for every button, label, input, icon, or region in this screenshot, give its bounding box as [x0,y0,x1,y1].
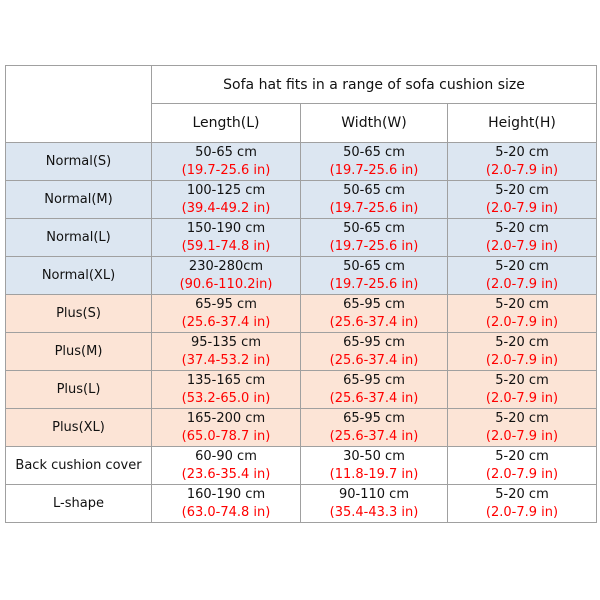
width-cell [301,143,448,181]
length-cm-value: 50-65 cm [195,144,257,160]
height-cell [448,409,597,447]
width-inch-value: (19.7-25.6 in) [329,276,419,292]
height-inch-value: (2.0-7.9 in) [485,504,559,520]
width-cm-value: 50-65 cm [343,182,405,198]
table-row [6,485,597,523]
height-inch-value: (2.0-7.9 in) [485,428,559,444]
height-cell [448,257,597,295]
size-name-cell: Normal(XL) [6,257,152,295]
length-inch-value: (65.0-78.7 in) [181,428,271,444]
width-cm-value: 65-95 cm [343,410,405,426]
length-cell [152,219,301,257]
height-cm-value: 5-20 cm [495,220,549,236]
table-row [6,143,597,181]
height-cell [448,181,597,219]
height-cm-value: 5-20 cm [495,258,549,274]
length-inch-value: (53.2-65.0 in) [181,390,271,406]
table-row [6,447,597,485]
header-length: Length(L) [152,104,301,143]
length-cell [152,485,301,523]
height-cm-value: 5-20 cm [495,486,549,502]
size-name-cell: Plus(M) [6,333,152,371]
width-cell [301,257,448,295]
width-cell [301,295,448,333]
height-cell [448,371,597,409]
height-inch-value: (2.0-7.9 in) [485,200,559,216]
table-title: Sofa hat fits in a range of sofa cushion size [152,66,597,104]
height-cell [448,219,597,257]
width-cm-value: 50-65 cm [343,258,405,274]
height-cm-value: 5-20 cm [495,334,549,350]
height-cell [448,333,597,371]
table-row [6,371,597,409]
size-name-cell: L-shape [6,485,152,523]
height-cell [448,143,597,181]
table-row [6,219,597,257]
width-cell [301,485,448,523]
length-inch-value: (25.6-37.4 in) [181,314,271,330]
width-inch-value: (35.4-43.3 in) [329,504,419,520]
table-row [6,181,597,219]
size-name-cell: Normal(L) [6,219,152,257]
height-inch-value: (2.0-7.9 in) [485,276,559,292]
width-inch-value: (25.6-37.4 in) [329,390,419,406]
length-inch-value: (59.1-74.8 in) [181,238,271,254]
size-name-cell: Plus(S) [6,295,152,333]
length-cm-value: 100-125 cm [186,182,266,198]
width-cm-value: 65-95 cm [343,334,405,350]
width-inch-value: (25.6-37.4 in) [329,352,419,368]
height-cell [448,447,597,485]
length-cm-value: 135-165 cm [186,372,266,388]
height-inch-value: (2.0-7.9 in) [485,314,559,330]
width-inch-value: (25.6-37.4 in) [329,428,419,444]
width-cm-value: 65-95 cm [343,372,405,388]
height-cm-value: 5-20 cm [495,296,549,312]
table-row [6,333,597,371]
width-cell [301,447,448,485]
width-cell [301,333,448,371]
corner-cell [6,66,152,143]
table-row [6,295,597,333]
length-inch-value: (23.6-35.4 in) [181,466,271,482]
width-inch-value: (19.7-25.6 in) [329,200,419,216]
width-inch-value: (19.7-25.6 in) [329,238,419,254]
length-cell [152,447,301,485]
size-name-cell: Normal(S) [6,143,152,181]
length-inch-value: (37.4-53.2 in) [181,352,271,368]
width-inch-value: (25.6-37.4 in) [329,314,419,330]
length-cm-value: 150-190 cm [186,220,266,236]
size-name-cell: Plus(XL) [6,409,152,447]
length-cm-value: 60-90 cm [195,448,257,464]
size-name-cell: Back cushion cover [6,447,152,485]
width-cm-value: 30-50 cm [343,448,405,464]
length-cm-value: 95-135 cm [191,334,261,350]
width-inch-value: (11.8-19.7 in) [329,466,419,482]
height-inch-value: (2.0-7.9 in) [485,390,559,406]
length-cm-value: 165-200 cm [186,410,266,426]
height-inch-value: (2.0-7.9 in) [485,352,559,368]
height-cm-value: 5-20 cm [495,372,549,388]
length-inch-value: (63.0-74.8 in) [181,504,271,520]
width-cell [301,371,448,409]
width-cm-value: 90-110 cm [339,486,409,502]
size-name-cell: Plus(L) [6,371,152,409]
width-cell [301,219,448,257]
height-inch-value: (2.0-7.9 in) [485,466,559,482]
length-cm-value: 160-190 cm [186,486,266,502]
length-cm-value: 65-95 cm [195,296,257,312]
height-cell [448,485,597,523]
title-row [6,66,597,104]
width-cell [301,181,448,219]
length-inch-value: (19.7-25.6 in) [181,162,271,178]
height-inch-value: (2.0-7.9 in) [485,238,559,254]
table-row [6,257,597,295]
width-cell [301,409,448,447]
length-inch-value: (90.6-110.2in) [179,276,273,292]
table-row [6,409,597,447]
length-cell [152,143,301,181]
size-name-cell: Normal(M) [6,181,152,219]
length-inch-value: (39.4-49.2 in) [181,200,271,216]
height-cm-value: 5-20 cm [495,410,549,426]
width-cm-value: 65-95 cm [343,296,405,312]
length-cell [152,409,301,447]
length-cell [152,333,301,371]
length-cell [152,371,301,409]
length-cell [152,181,301,219]
height-inch-value: (2.0-7.9 in) [485,162,559,178]
height-cm-value: 5-20 cm [495,144,549,160]
width-cm-value: 50-65 cm [343,220,405,236]
header-height: Height(H) [448,104,597,143]
length-cell [152,257,301,295]
height-cm-value: 5-20 cm [495,448,549,464]
length-cell [152,295,301,333]
height-cm-value: 5-20 cm [495,182,549,198]
height-cell [448,295,597,333]
width-cm-value: 50-65 cm [343,144,405,160]
header-width: Width(W) [301,104,448,143]
size-chart-table [5,65,597,523]
length-cm-value: 230-280cm [188,258,264,274]
width-inch-value: (19.7-25.6 in) [329,162,419,178]
